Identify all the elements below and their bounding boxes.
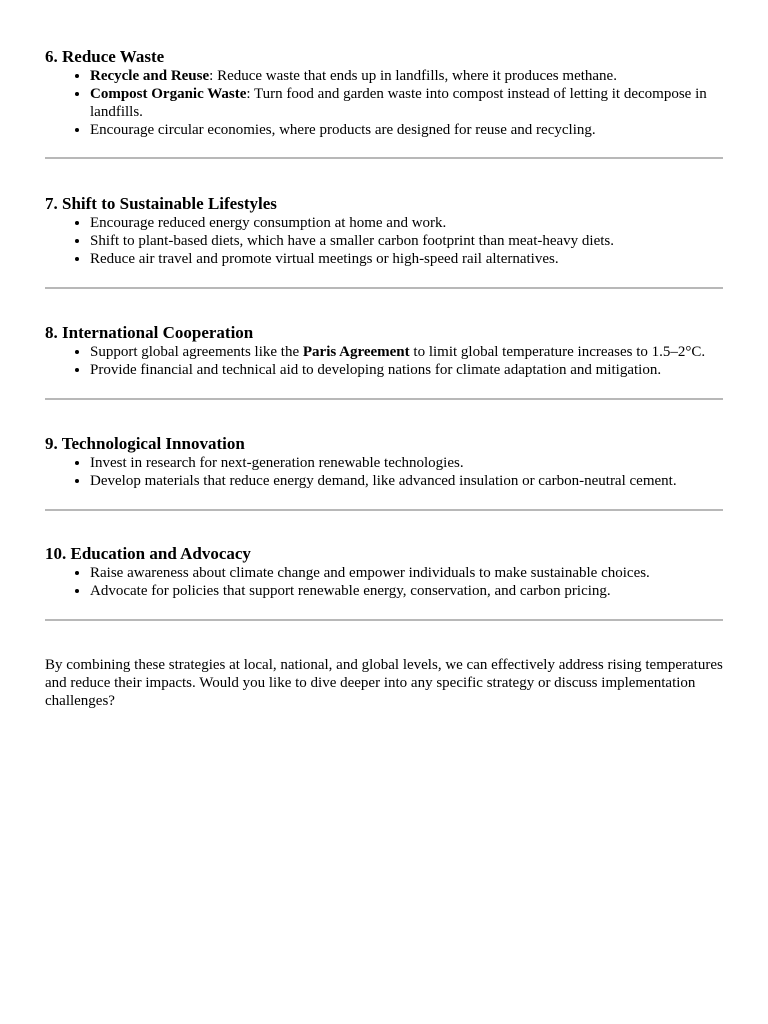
item-text: Reduce air travel and promote virtual meetings or high-speed rail alternatives. xyxy=(90,251,559,267)
list-item xyxy=(90,214,723,232)
list-item xyxy=(90,250,723,268)
item-text: : Reduce waste that ends up in landfills, where it produces methane. xyxy=(209,68,617,84)
section-6-list xyxy=(45,67,723,139)
section-heading: 9. Technological Innovation xyxy=(45,434,245,453)
section-divider xyxy=(45,157,723,159)
section-heading: 7. Shift to Sustainable Lifestyles xyxy=(45,194,277,213)
item-text: Develop materials that reduce energy demand, like advanced insulation or carbon-neutral cement. xyxy=(90,473,677,489)
item-text: Encourage reduced energy consumption at home and work. xyxy=(90,215,447,231)
list-item xyxy=(90,67,723,85)
list-item xyxy=(90,85,723,121)
item-bold-term: Paris Agreement xyxy=(302,344,410,360)
section-10-list xyxy=(45,564,723,600)
closing-paragraph: By combining these strategies at local, national, and global levels, we can effectively address rising temperatures and reduce their impacts. Would you like to dive deeper into any specific strategy or discuss implementation challenges? xyxy=(45,657,723,709)
item-text: Shift to plant-based diets, which have a smaller carbon footprint than meat-heavy diets. xyxy=(90,233,615,249)
item-text: Encourage circular economies, where products are designed for reuse and recycling. xyxy=(90,122,596,138)
list-item xyxy=(90,582,723,600)
section-divider xyxy=(45,509,723,511)
list-item xyxy=(90,472,723,490)
list-item xyxy=(90,454,723,472)
item-text: : Turn food and garden waste into compost instead of letting it decompose in landfills. xyxy=(90,86,707,120)
section-8-list xyxy=(45,343,723,379)
item-text-pre: Support global agreements like the xyxy=(90,344,303,360)
list-item xyxy=(90,121,723,139)
item-text: Invest in research for next-generation renewable technologies. xyxy=(90,455,464,471)
list-item xyxy=(90,564,723,582)
section-divider xyxy=(45,398,723,400)
list-item xyxy=(90,361,723,379)
section-heading: 10. Education and Advocacy xyxy=(45,544,251,563)
section-heading: 8. International Cooperation xyxy=(45,323,254,342)
item-text: Provide financial and technical aid to developing nations for climate adaptation and mitigation. xyxy=(90,362,662,378)
section-divider xyxy=(45,619,723,621)
section-divider xyxy=(45,287,723,289)
section-7-list xyxy=(45,214,723,268)
item-text: Raise awareness about climate change and empower individuals to make sustainable choices. xyxy=(90,565,650,581)
item-text: to limit global temperature increases to 1.5–2°C. xyxy=(409,344,706,360)
item-text: Advocate for policies that support renewable energy, conservation, and carbon pricing. xyxy=(90,583,611,599)
section-heading: 6. Reduce Waste xyxy=(45,47,165,66)
item-bold-term: Compost Organic Waste xyxy=(90,86,247,102)
list-item xyxy=(90,343,723,361)
section-9-list xyxy=(45,454,723,490)
list-item xyxy=(90,232,723,250)
item-bold-term: Recycle and Reuse xyxy=(90,68,210,84)
section-6 xyxy=(45,0,723,67)
